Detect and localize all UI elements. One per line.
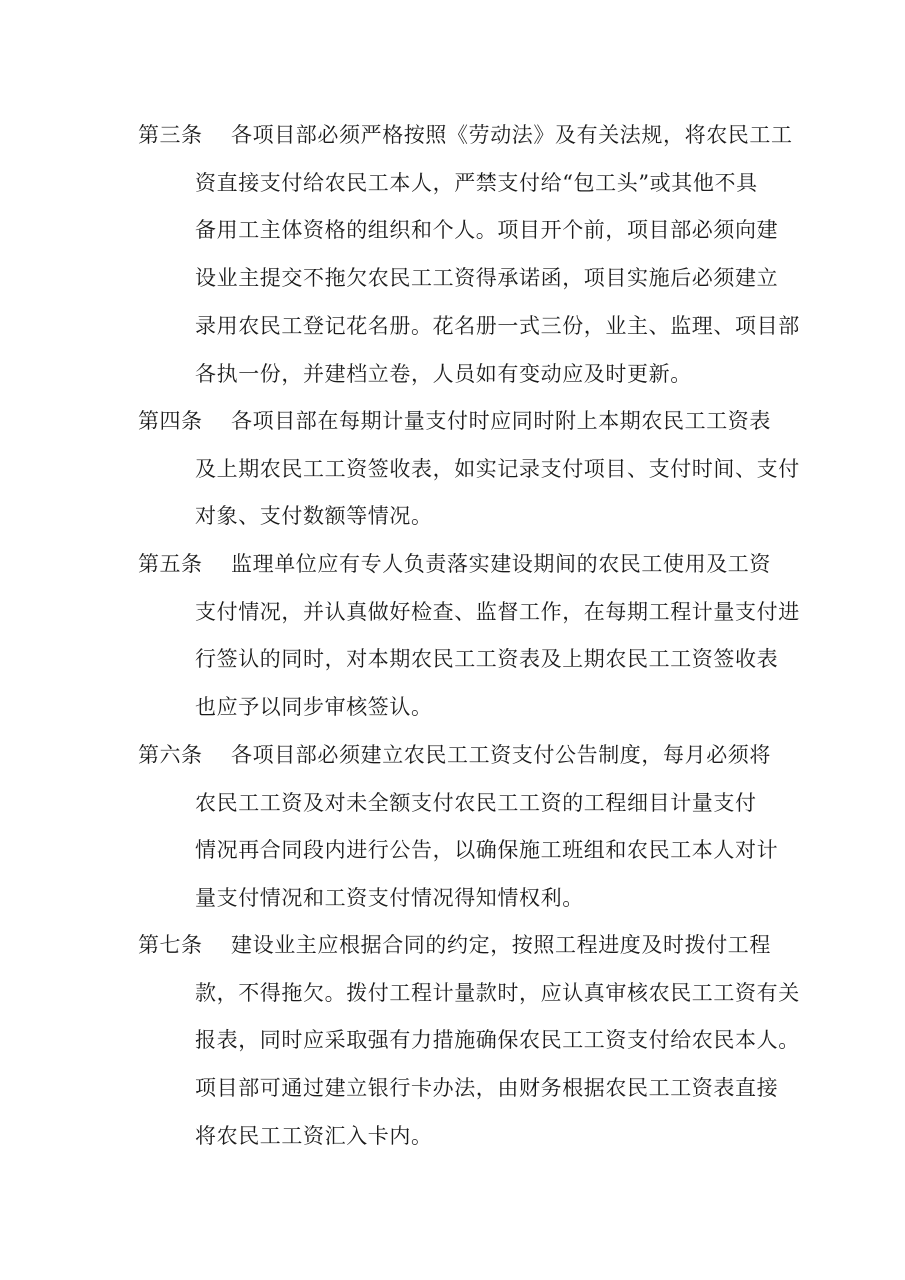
article-label: 第四条 [138, 409, 203, 433]
article-line: 情况再合同段内进行公告，以确保施工班组和农民工本人对计 [195, 838, 779, 863]
article-line: 各项目部在每期计量支付时应同时附上本期农民工工资表 [231, 409, 771, 433]
article-line: 录用农民工登记花名册。花名册一式三份，业主、监理、项目部 [195, 313, 800, 338]
article-label: 第七条 [138, 933, 203, 957]
article-line: 将农民工工资汇入卡内。 [195, 1123, 433, 1148]
article-line: 款，不得拖欠。拨付工程计量款时，应认真审核农民工工资有关 [195, 980, 800, 1005]
article-line: 各项目部必须建立农民工工资支付公告制度，每月必须将 [231, 743, 771, 767]
article-6 [138, 732, 798, 923]
article-7 [138, 922, 798, 1161]
article-body [195, 541, 798, 732]
article-line: 支付情况，并认真做好检查、监督工作，在每期工程计量支付进 [195, 599, 800, 624]
article-line: 建设业主应根据合同的约定，按照工程进度及时拨付工程 [231, 933, 771, 957]
article-line: 对象、支付数额等情况。 [195, 504, 433, 529]
article-line: 报表，同时应采取强有力措施确保农民工工资支付给农民本人。 [195, 1028, 800, 1053]
article-line: 项目部可通过建立银行卡办法，由财务根据农民工工资表直接 [195, 1076, 779, 1101]
article-line: 行签认的同时，对本期农民工工资表及上期农民工工资签收表 [195, 647, 779, 672]
article-5 [138, 541, 798, 732]
article-line: 农民工工资及对未全额支付农民工工资的工程细目计量支付 [195, 790, 757, 815]
article-body [195, 112, 798, 398]
article-3 [138, 112, 798, 398]
article-line: 资直接支付给农民工本人，严禁支付给“包工头”或其他不具 [195, 170, 758, 195]
article-line: 备用工主体资格的组织和个人。项目开个前，项目部必须向建 [195, 218, 779, 243]
article-body [195, 922, 798, 1161]
article-label: 第三条 [138, 123, 203, 147]
article-line: 各执一份，并建档立卷，人员如有变动应及时更新。 [195, 361, 692, 386]
article-4 [138, 398, 798, 541]
article-line: 各项目部必须严格按照《劳动法》及有关法规，将农民工工 [231, 123, 793, 147]
article-body [195, 732, 798, 923]
article-body [195, 398, 798, 541]
article-line: 及上期农民工工资签收表，如实记录支付项目、支付时间、支付 [195, 456, 800, 481]
article-label: 第五条 [138, 552, 203, 576]
article-line: 监理单位应有专人负责落实建设期间的农民工使用及工资 [231, 552, 771, 576]
article-label: 第六条 [138, 743, 203, 767]
article-line: 设业主提交不拖欠农民工工资得承诺函，项目实施后必须建立 [195, 266, 779, 291]
article-line: 量支付情况和工资支付情况得知情权利。 [195, 886, 584, 911]
article-line: 也应予以同步审核签认。 [195, 695, 433, 720]
